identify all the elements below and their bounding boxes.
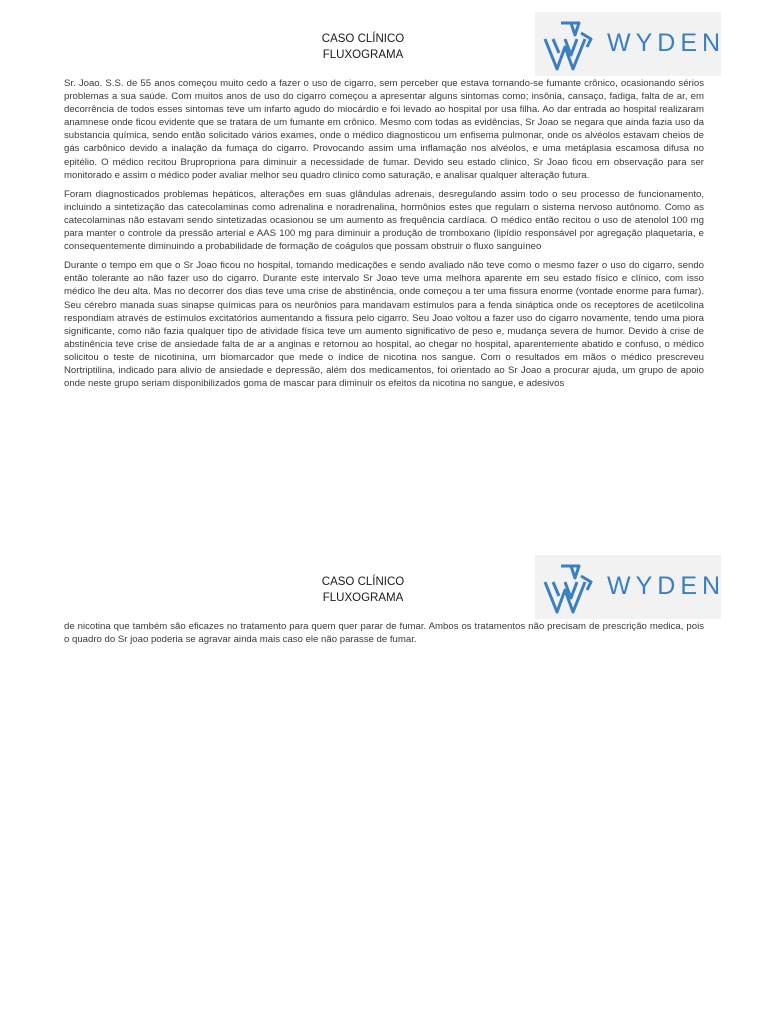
header-line-caso-clinico: CASO CLÍNICO: [321, 576, 405, 588]
wyden-logo: [535, 12, 726, 76]
page-header-title: [270, 31, 456, 63]
wyden-logo-icon: [541, 560, 605, 616]
case-body-text-continued: [64, 620, 704, 652]
paragraph-4: de nicotina que também são eficazes no tratamento para quem quer parar de fumar. Ambos os tratamentos não precisam de prescrição medica, pois o quadro do Sr joao poderia se agravar ainda mais caso ele não parasse de fumar.: [64, 621, 704, 646]
document-page-2: [0, 555, 768, 1024]
paragraph-3: Durante o tempo em que o Sr Joao ficou no hospital, tomando medicações e sendo avaliado não teve como o mesmo fazer o uso do cigarro, sendo então tolerante ao não fazer uso do cigarro. Durante este intervalo Sr Joao teve uma melhora aparente em seu estado físico e clínico, com isso médico lhe deu alta. Mas no decorrer dos dias teve uma crise de abstinência, onde começou a ter uma fissura enorme (vontade enorme para fumar). Seu cérebro manada suas sinapse químicas para os neurônios para mandavam estímulos para a fenda sináptica onde os receptores de acetilcolina respondiam através de estímulos excitatórios aumentando a fissura pelo cigarro. Seu Joao voltou a fazer uso do cigarro novamente, tendo uma piora significante, como não fazia qualquer tipo de atividade física teve um aumento significativo de peso e, mudança severa de humor. Devido à crise de abstinência teve crise de ansiedade falta de ar a anginas e retornou ao hospital, ao chegar no hospital, aparentemente abatido e confuso, o médico solicitou o teste de nicotinina, um biomarcador que mede o índice de nicotina nos sangue. Com o resultados em mãos o médico prescreveu Nortriptilina, indicado para alivio de ansiedade e depressão, além dos medicamentos, foi orientado ao Sr Joao a procurar ajuda, um grupo de apoio onde neste grupo seriam disponibilizados goma de mascar para diminuir os efeitos da nicotina no sangue, e adesivos: [64, 260, 704, 390]
case-body-text: [64, 77, 704, 442]
header-line-fluxograma: FLUXOGRAMA: [322, 49, 404, 61]
logo-wordmark: WYDEN: [607, 572, 726, 600]
wyden-logo-icon: [541, 17, 605, 73]
header-line-caso-clinico: CASO CLÍNICO: [321, 33, 405, 45]
wyden-logo: [535, 555, 726, 619]
page-header-title: [270, 574, 456, 606]
paragraph-2: Foram diagnosticados problemas hepáticos, alterações em suas glândulas adrenais, desregulando assim todo o seu processo de funcionamento, incluindo a sintetização das catecolaminas como adrenalina e noradrenalina, hormônios estes que regulam o sistema nervoso autônomo. Como as catecolaminas não estavam sendo sintetizadas ocasionou se um aumento as frequência cardíaca. O médico então recitou o uso de atenolol 100 mg para manter o controle da pressão arterial e AAS 100 mg para diminuir a produção de tromboxano (lipídio responsável por agregação plaquetaria, e consequentemente diminuindo a probabilidade de formação de coágulos que possam obstruir o fluxo sanguíneo: [64, 188, 704, 253]
header-line-fluxograma: FLUXOGRAMA: [322, 592, 404, 604]
logo-wordmark: WYDEN: [607, 29, 726, 57]
page-gap: [0, 535, 768, 555]
paragraph-1: Sr. Joao. S.S. de 55 anos começou muito cedo a fazer o uso de cigarro, sem perceber que estava tornando-se fumante crônico, ocasionando sérios problemas a sua saúde. Com muitos anos de uso do cigarro começou a apresentar alguns sintomas como; insônia, cansaço, fadiga, falta de ar, em decorrência de todos esses sintomas teve um infarto agudo do miocárdio e foi levado ao hospital por usa filha. Ao dar entrada ao hospital realizaram anamnese onde ficou evidente que se tratara de um fumante em crônico. Mesmo com todas as evidências, Sr Joao se negara que ainda fazia uso da substancia química, sendo então solicitado vários exames, onde o médico diagnosticou um enfisema pulmonar, onde os alvéolos estavam cheios de gás carbônico devido a inalação da fumaça do cigarro. Provocando assim uma inflamação nos alvéolos, e uma metáplasia escamosa difusa no epitélio. O médico recitou Brupropriona para diminuir a necessidade de fumar. Devido seu estado clinico, Sr Joao ficou em observação para ser monitorado e assim o médico poder avaliar melhor seu quadro clinico como saturação, e analisar qualquer alteração futura.: [64, 78, 704, 181]
